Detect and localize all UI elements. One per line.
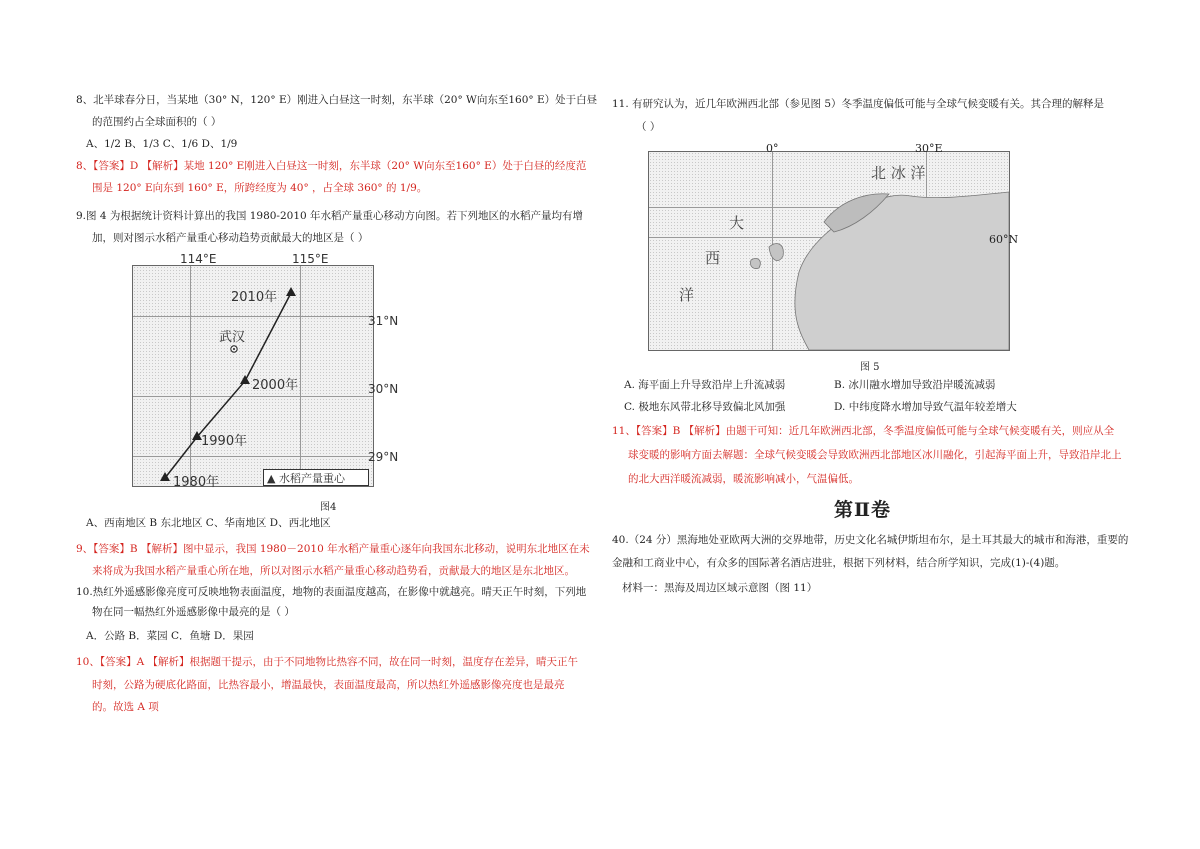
q11-answer-line1: 11、【答案】B 【解析】由题干可知：近几年欧洲西北部，冬季温度偏低可能与全球气候变暖有关，则应从全 [612, 425, 1115, 437]
q40-stem-line1: 40.（24 分）黑海地处亚欧两大洲的交界地带，历史文化名城伊斯坦布尔，是土耳其最大的城市和海港，重要的 [612, 534, 1129, 546]
q11-option-b: B. 冰川融水增加导致沿岸暖流减弱 [834, 379, 996, 391]
q9-options: A、西南地区 B 东北地区 C、华南地区 D、西北地区 [86, 517, 331, 529]
lat-label-31: 31°N [368, 314, 399, 328]
year-label-2000: 2000年 [252, 378, 299, 393]
q10-stem-line1: 10.热红外遥感影像亮度可反映地物表面温度，地物的表面温度越高，在影像中就越亮。晴天正午时刻，下列地 [76, 586, 587, 598]
europe-landmass [649, 152, 1009, 350]
q11-answer-line3: 的北大西洋暖流减弱，暖流影响减小，气温偏低。 [628, 473, 859, 485]
q8-answer-line1: 8、【答案】D 【解析】某地 120° E刚进入白昼这一时刻，东半球（20° W向东至160° E）处于白昼的经度范 [76, 160, 587, 172]
q10-answer-line1: 10、【答案】A 【解析】根据题干提示，由于不同地物比热容不同，故在同一时刻，温度存在差异，晴天正午 [76, 656, 579, 668]
figure-4-caption: 图4 [320, 502, 337, 513]
q11-answer-line2: 球变暖的影响方面去解题：全球气候变暖会导致欧洲西北部地区冰川融化，引起海平面上升，导致沿岸北上 [628, 449, 1122, 461]
q8-options: A、1/2 B、1/3 C、1/6 D、1/9 [86, 138, 238, 150]
q8-answer-line2: 围是 120° E向东到 160° E，所跨经度为 40° ，占全球 360° 的 1/9。 [92, 182, 428, 194]
atlantic-char-1: 大 [729, 214, 745, 232]
lat-label-30: 30°N [368, 382, 399, 396]
year-label-2010: 2010年 [231, 290, 278, 305]
q9-stem-line1: 9.图 4 为根据统计资料计算出的我国 1980-2010 年水稻产量重心移动方向图。若下列地区的水稻产量均有增 [76, 210, 584, 222]
city-label-wuhan: 武汉 [219, 330, 246, 345]
lat-label-60n: 60°N [989, 233, 1019, 246]
q9-stem-line2: 加，则对图示水稻产量重心移动趋势贡献最大的地区是（ ） [92, 232, 369, 244]
figure-4-legend [263, 469, 369, 486]
q11-option-a: A. 海平面上升导致沿岸上升流减弱 [624, 379, 786, 391]
lon-label-114: 114°E [180, 252, 217, 266]
q11-stem-line2: （ ） [636, 121, 661, 133]
atlantic-char-2: 西 [705, 249, 721, 267]
q8-stem-line1: 8、北半球春分日，当某地（30° N，120° E）刚进入白昼这一时刻，东半球（20° W向东至160° E）处于白昼 [76, 94, 598, 106]
figure-5-caption: 图 5 [860, 362, 880, 373]
q8-stem-line2: 的范围约占全球面积的（ ） [92, 116, 222, 128]
lon-label-0: 0° [766, 142, 779, 155]
q11-option-d: D. 中纬度降水增加导致气温年较差增大 [834, 401, 1017, 413]
arctic-ocean-label: 北 冰 洋 [871, 164, 926, 182]
q9-answer-line2: 来将成为我国水稻产量重心所在地，所以对图示水稻产量重心移动趋势看，贡献最大的地区是东北地区。 [92, 565, 575, 577]
section-title: 第Ⅱ卷 [834, 499, 892, 521]
legend-label: ▲ 水稻产量重心 [267, 472, 345, 485]
year-label-1980: 1980年 [173, 475, 220, 490]
figure-5-map [648, 151, 1010, 351]
lat-label-29: 29°N [368, 450, 399, 464]
material-one: 材料一：黑海及周边区域示意图（图 11） [622, 582, 818, 594]
figure-4-map [132, 265, 374, 490]
q40-stem-line2: 金融和工商业中心，有众多的国际著名酒店进驻，根据下列材料，结合所学知识，完成(1)-(4)题。 [612, 557, 1066, 569]
q11-stem-line1: 11. 有研究认为，近几年欧洲西北部（参见图 5）冬季温度偏低可能与全球气候变暖有关。其合理的解释是 [612, 98, 1105, 110]
atlantic-char-3: 洋 [679, 286, 695, 304]
lon-label-30e: 30°E [915, 142, 943, 155]
year-label-1990: 1990年 [201, 434, 248, 449]
q11-option-c: C. 极地东风带北移导致偏北风加强 [624, 401, 786, 413]
q10-answer-line2: 时刻，公路为硬底化路面，比热容最小，增温最快，表面温度最高，所以热红外遥感影像亮度也是最亮 [92, 679, 565, 691]
q10-answer-line3: 的。故选 A 项 [92, 701, 159, 713]
q9-answer-line1: 9、【答案】B 【解析】图中显示，我国 1980－2010 年水稻产量重心逐年向我国东北移动，说明东北地区在未 [76, 543, 590, 555]
lon-label-115: 115°E [292, 252, 329, 266]
q10-stem-line2: 物在同一幅热红外遥感影像中最亮的是（ ） [92, 606, 295, 618]
q10-options: A．公路 B．菜园 C．鱼塘 D．果园 [86, 630, 254, 642]
